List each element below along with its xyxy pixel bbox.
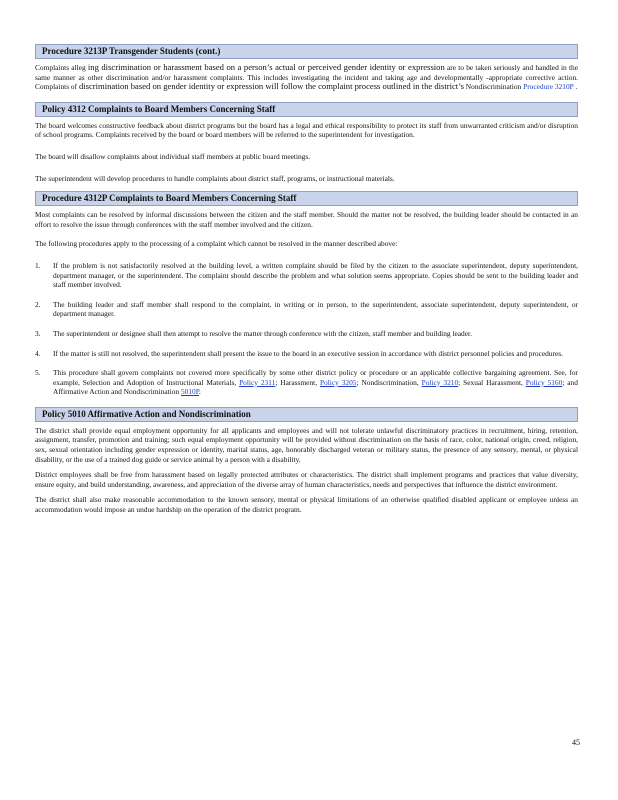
policy-5160-link[interactable]: Policy 5160 [525,377,563,387]
text-run: ; Sexual Harassment, [458,377,523,387]
text-run: ; Harassment, [275,377,318,387]
list-text: If the problem is not satisfactorily resolved at the building level, a written complaint should be filed by the citizen to the associate superintendent, deputy superintendent, department manager, or the superintendent. The complaint should describe the problem and what solution seems appropriate. Copies should be sent to the building leader and staff member involved. [53,260,578,290]
section-header-text: Procedure 3213P Transgender Students (cont.) [42,46,221,56]
paragraph: The board will disallow complaints about individual staff members at public board meetings. [35,151,311,161]
policy-2311-link[interactable]: Policy 2311 [239,377,276,387]
list-number: 5. [35,368,41,378]
text-run: ing discrimination or harassment based on a person’s actual or perceived gender identity or expression [87,62,445,72]
section-header-policy-5010 [35,407,578,422]
text-run: ; and Affirmative Action and Nondiscrimination [53,377,578,397]
list-item [35,300,578,319]
procedure-steps [35,261,578,397]
list-text: The superintendent or designee shall then attempt to resolve the matter through conference with the citizen, staff member and building leader. [53,328,472,338]
list-number: 1. [35,260,41,270]
text-run: Complaints alleg [35,63,86,72]
procedure-5010p-link[interactable]: 5010P [180,387,200,397]
paragraph: The following procedures apply to the processing of a complaint which cannot be resolved in the manner described above: [35,239,398,249]
section-header-procedure-4312p [35,191,578,206]
list-item [35,349,578,359]
text-run: are to be taken seriously and handled in the same manner as other discrimination and/or harassment complaints. This includes investigating the incident and taking age and developmentally -appropriate corrective action. Complaints of [35,63,578,92]
paragraph: The board welcomes constructive feedback about district programs but the board has a legal and ethical responsibility to protect its staff from unwarranted criticism and/or disruption of school programs. Complaints received by the board or board members will be referred to the superintendent for investigation. [35,120,578,140]
text-run: . [199,387,201,397]
list-number: 2. [35,299,41,309]
section-header-procedure-3213p [35,44,578,59]
section-header-policy-4312 [35,102,578,117]
list-item [35,329,578,339]
section-header-text: Procedure 4312P Complaints to Board Members Concerning Staff [42,193,297,204]
page-number: 45 [572,738,580,747]
procedure-3210p-link[interactable]: Procedure 3210P [523,82,574,92]
list-item [35,261,578,290]
list-item [35,368,578,397]
section-header-text: Policy 4312 Complaints to Board Members Concerning Staff [42,103,276,114]
paragraph: The superintendent will develop procedures to handle complaints about district staff, programs, or instructional materials. [35,173,395,183]
text-run: ; Nondiscrimination, [356,377,419,387]
text-run: Nondiscrimination [465,82,522,92]
text-run: This procedure shall govern complaints not covered more specifically by some other district policy or procedure or an applicable collective bargaining agreement. See, for example, Selection and Adoption of Instructional Materials, [53,368,578,387]
list-number: 4. [35,348,41,358]
list-text [53,368,578,396]
paragraph: District employees shall be free from harassment based on legally protected attributes or characteristics. The district shall implement programs and practices that value diversity, ensure equity, and build understanding, awareness, and appreciation of the diverse array of human characteristics, needs and perspectives that influence the district environment. [35,470,578,489]
document-page [35,44,578,515]
policy-3210-link[interactable]: Policy 3210 [421,377,459,387]
paragraph-3213p [35,63,578,92]
list-number: 3. [35,328,41,338]
list-text: If the matter is still not resolved, the superintendent shall present the issue to the board in an executive session in accordance with district personnel policies and procedures. [53,348,564,358]
section-header-text: Policy 5010 Affirmative Action and Nondiscrimination [42,408,251,419]
paragraph: The district shall also make reasonable accommodation to the known sensory, mental or physical limitations of an otherwise qualified disabled applicant or employee unless an accommodation would impose an undue hardship on the operation of the district program. [35,495,578,515]
policy-3205-link[interactable]: Policy 3205 [319,377,357,387]
list-text: The building leader and staff member shall respond to the complaint, in writing or in person, to the superintendent, associate superintendent, deputy superintendent, or department manager. [53,299,578,319]
paragraph: Most complaints can be resolved by informal discussions between the citizen and the staff member. Should the matter not be resolved, the building leader should be contacted in an effort to resolve the issue through conferences with the staff member involved and the citizen. [35,210,578,229]
paragraph: The district shall provide equal employment opportunity for all applicants and employees and will not tolerate unlawful discriminatory practices in recruitment, hiring, retention, assignment, transfer, promotion and training; such equal employment opportunity will be provided without discrimination on the basis of race, color, national origin, creed, religion, sex, sexual orientation including gender expression or identity, marital status, age, honorably discharged veteran or military status, the presence of any sensory, mental, or physical disability, or the use of a trained dog guide or service animal by a person with a disability. [35,425,578,464]
text-run: discrimination based on gender identity or expression will follow the complaint process outlined in the district’s [78,81,464,92]
text-run: . [575,82,578,92]
